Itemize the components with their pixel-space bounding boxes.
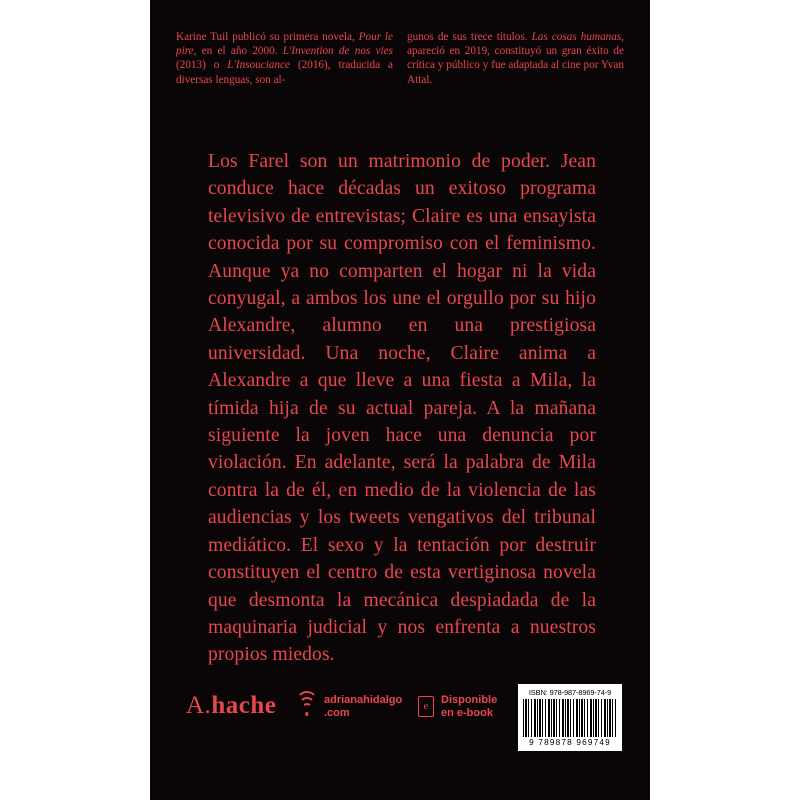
ebook-line-2: en e-book (441, 706, 493, 719)
publisher-logo-hache: hache (211, 692, 277, 719)
bio-right-text-1: gunos de sus trece títulos. (407, 31, 532, 43)
ebook-icon: e (418, 696, 434, 717)
bio-left-text-2: , en el año 2000. (193, 45, 283, 58)
isbn-text: ISBN: 978-987-8969-74-9 (528, 688, 612, 697)
barcode-block (518, 684, 622, 751)
author-bio-column-right (407, 30, 624, 87)
bio-left-text-1: Karine Tuil publicó su primera novela, (176, 31, 359, 43)
bio-left-title-1: Pour le pire (176, 31, 393, 58)
wifi-icon (296, 697, 318, 717)
bio-right-title-1: Las cosas humanas (531, 31, 622, 43)
ebook-availability (418, 694, 497, 719)
publisher-logo (186, 692, 276, 720)
barcode-bars (523, 699, 617, 737)
book-synopsis: Los Farel son un matrimonio de poder. Jean conduce hace décadas un exitoso programa televisivo de entrevistas; Claire es una ensayista conocida por su compromiso con el feminismo. Aunque ya no comparten el hogar ni la vida conyugal, a ambos los une el orgullo por su hijo Alexandre, alumno en una prestigiosa universidad. Una noche, Claire anima a Alexandre a que lleve a una fiesta a Mila, la tímida hija de su actual pareja. A la mañana siguiente la joven hace una denuncia por violación. En adelante, será la palabra de Mila contra la de él, en medio de la violencia de las audiencias y los tweets vengativos del tribunal mediático. El sexo y la tentación por destruir constituyen el centro de esta vertiginosa novela que desmonta la mecánica despiadada de la maquinaria judicial y nos enfrenta a nuestros propios miedos. (208, 151, 596, 666)
book-back-cover (150, 0, 650, 800)
bio-left-text-3: (2013) o (176, 59, 228, 72)
barcode-number: 9 789878 969749 (529, 738, 611, 747)
ebook-line-1: Disponible (441, 694, 498, 706)
bio-left-title-3: L'Insouciance (227, 59, 290, 72)
author-bio-column-left (176, 30, 393, 87)
website-info (296, 694, 402, 719)
bio-left-title-2: L'Invention de nos vies (282, 45, 393, 58)
author-bio (176, 30, 624, 87)
bio-right-text-2: , apareció en 2019, constituyó un gran éxito de crítica y público y fue adaptada al cine por Yvan Attal. (407, 31, 624, 86)
ebook-text (441, 694, 497, 719)
cover-footer (150, 686, 650, 758)
website-line-2: .com (324, 706, 350, 719)
publisher-logo-a: A. (186, 692, 212, 719)
bio-left-text-4: (2016), traducida a diversas lenguas, son al- (176, 59, 393, 86)
website-line-1: adrianahidalgo (324, 694, 403, 706)
website-text (324, 694, 402, 719)
